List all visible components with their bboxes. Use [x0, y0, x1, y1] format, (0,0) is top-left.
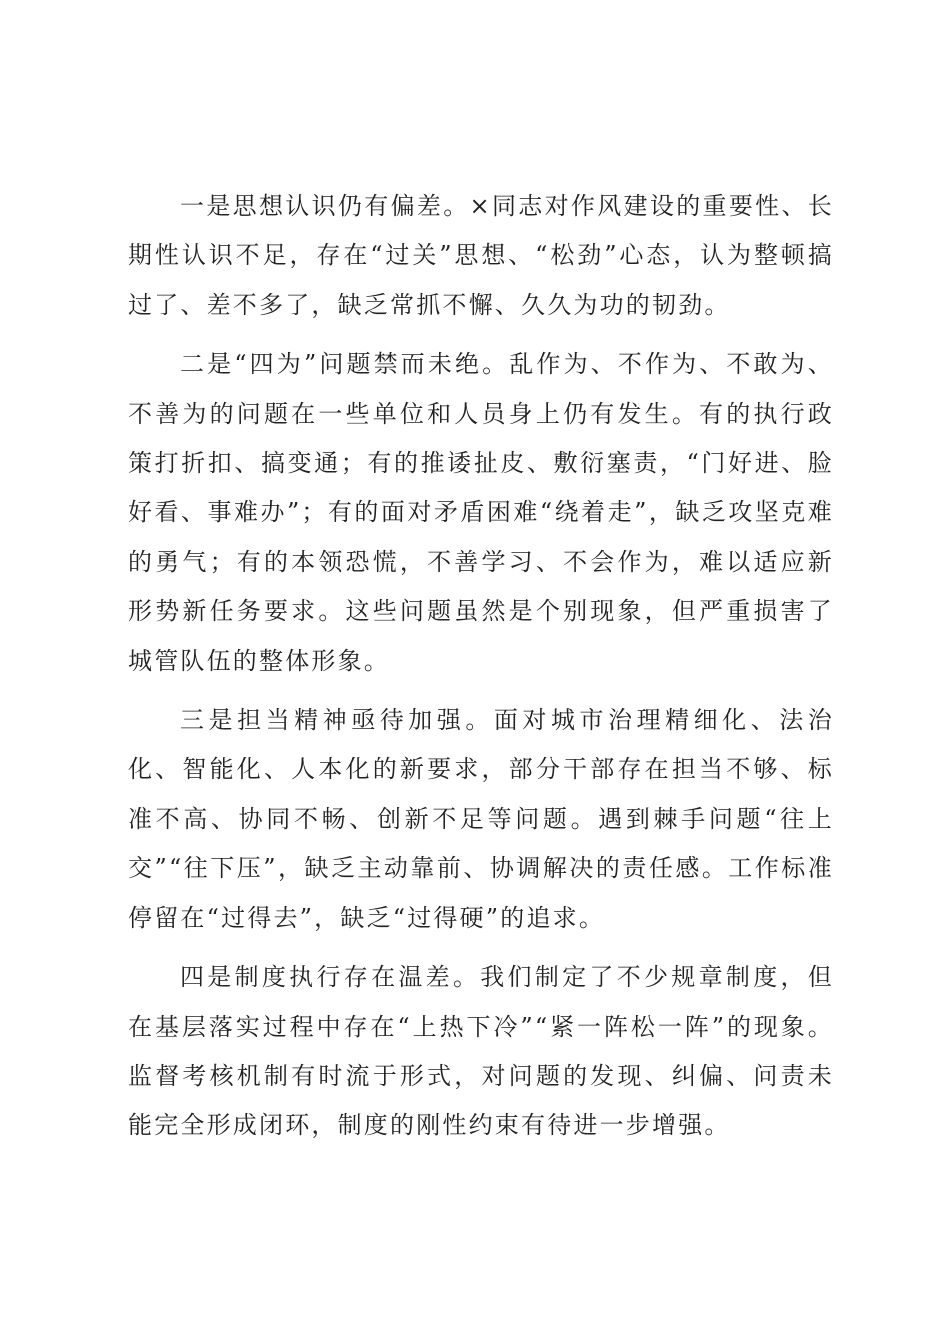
paragraph-system-execution: 四是制度执行存在温差。我们制定了不少规章制度，但在基层落实过程中存在“上热下冷”“紧一阵松一阵”的现象。监督考核机制有时流于形式，对问题的发现、纠偏、问责未能完全形成闭环，制度的刚性约束有待进一步增强。 — [128, 963, 834, 1140]
paragraph-responsibility-spirit: 三是担当精神亟待加强。面对城市治理精细化、法治化、智能化、人本化的新要求，部分干部存在担当不够、标准不高、协同不畅、创新不足等问题。遇到棘手问题“往上交”“往下压”，缺乏主动靠前、协调解决的责任感。工作标准停留在“过得去”，缺乏“过得硬”的追求。 — [128, 706, 834, 932]
paragraph-four-behaviors: 二是“四为”问题禁而未绝。乱作为、不作为、不敢为、不善为的问题在一些单位和人员身上仍有发生。有的执行政策打折扣、搞变通；有的推诿扯皮、敷衍塞责，“门好进、脸好看、事难办”；有的面对矛盾困难“绕着走”，缺乏攻坚克难的勇气；有的本领恐慌，不善学习、不会作为，难以适应新形势新任务要求。这些问题虽然是个别现象，但严重损害了城管队伍的整体形象。 — [128, 350, 834, 675]
document-body — [128, 182, 834, 1161]
paragraph-ideological-understanding: 一是思想认识仍有偏差。×同志对作风建设的重要性、长期性认识不足，存在“过关”思想、“松劲”心态，认为整顿搞过了、差不多了，缺乏常抓不懈、久久为功的韧劲。 — [128, 192, 834, 319]
